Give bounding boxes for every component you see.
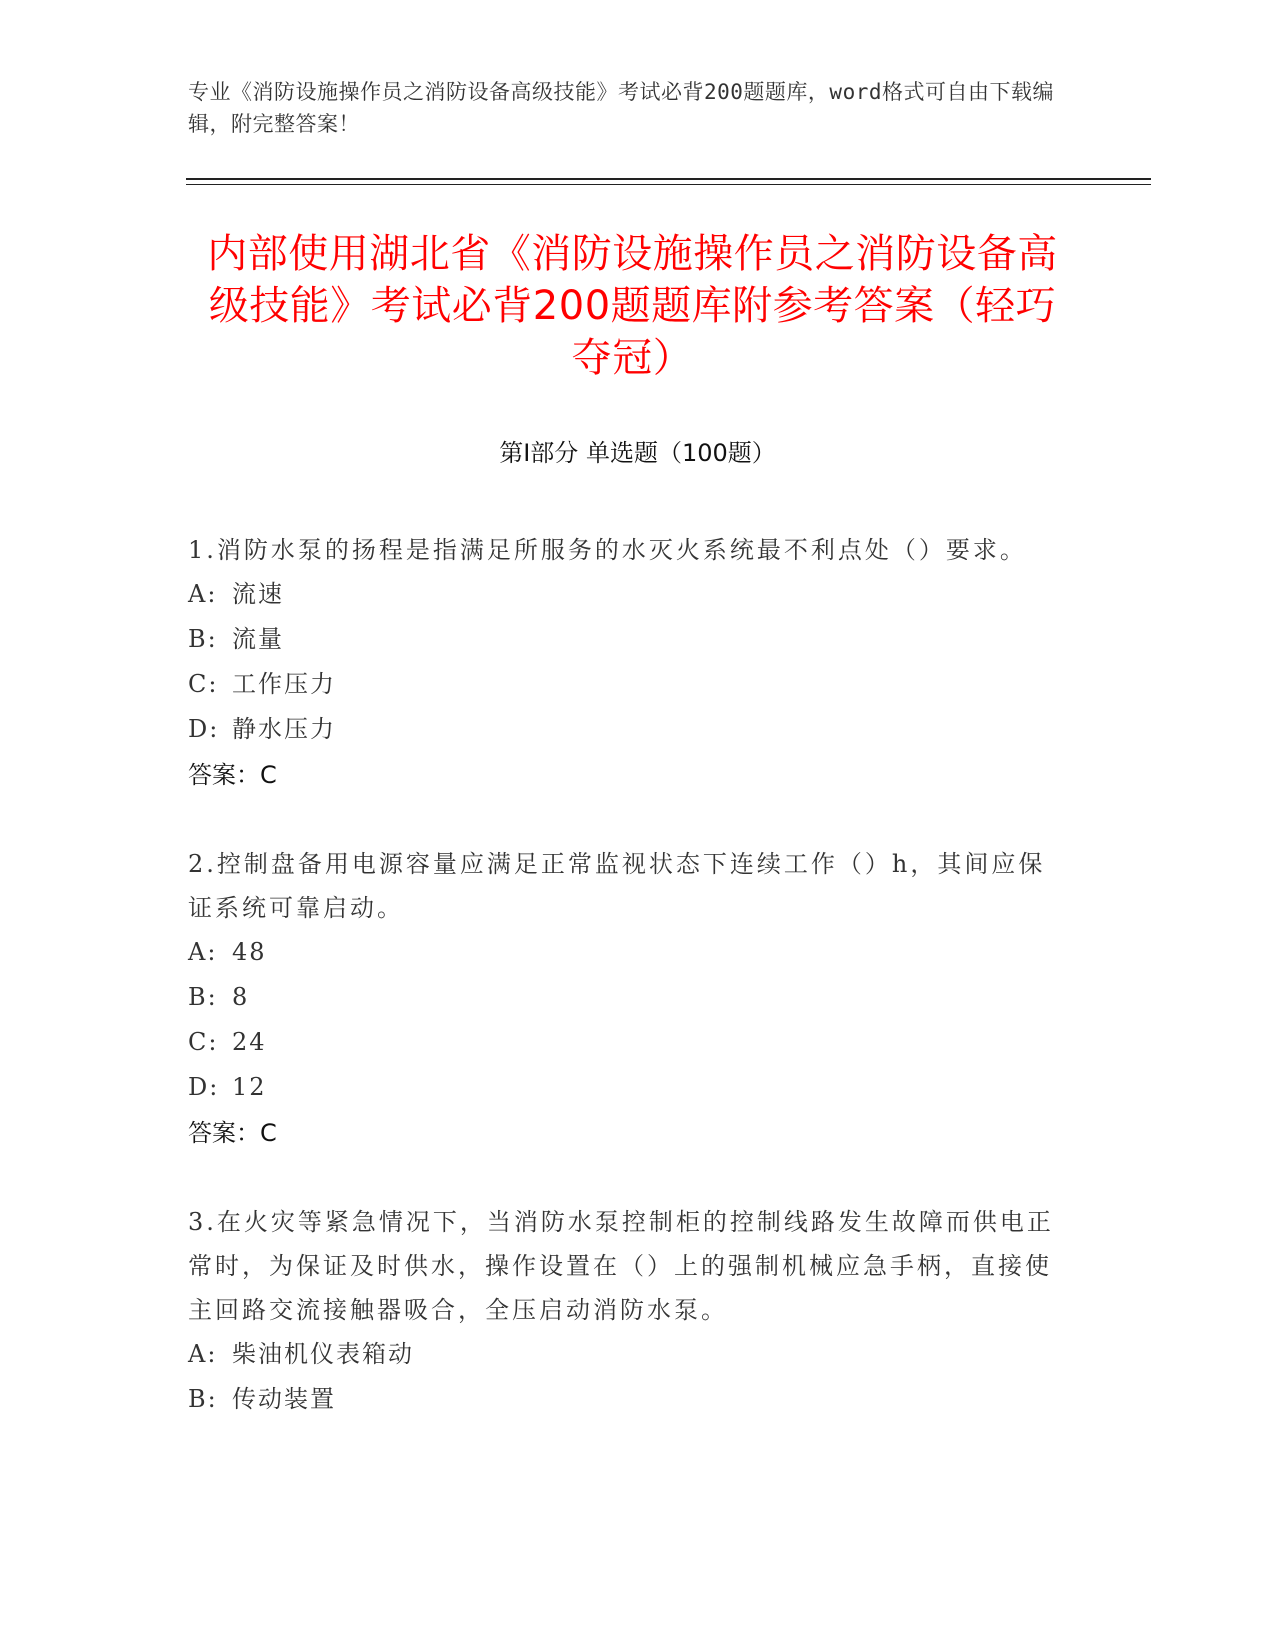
question-1 — [188, 528, 1068, 798]
option-text: 12 — [232, 1073, 267, 1101]
answer-value: C — [260, 1119, 277, 1147]
header-divider-thick — [186, 178, 1151, 180]
option-key: C: — [188, 1028, 219, 1056]
option-key: B: — [188, 983, 218, 1011]
option-text: 静水压力 — [232, 715, 336, 743]
option-key: A: — [188, 580, 218, 608]
question-stem: 2.控制盘备用电源容量应满足正常监视状态下连续工作（）h，其间应保证系统可靠启动。 — [188, 850, 1046, 922]
option-d — [188, 707, 1068, 752]
option-key: B: — [188, 1385, 218, 1413]
question-list — [188, 528, 1068, 1466]
option-text: 流速 — [232, 580, 284, 608]
answer-label: 答案： — [188, 1119, 260, 1147]
option-key: A: — [188, 938, 218, 966]
option-key: D: — [188, 715, 220, 743]
option-text: 流量 — [232, 625, 284, 653]
option-text: 柴油机仪表箱动 — [232, 1340, 414, 1368]
option-key: C: — [188, 670, 219, 698]
option-a — [188, 930, 1068, 975]
option-a — [188, 1332, 1068, 1377]
answer-value: C — [260, 761, 277, 789]
option-text: 传动装置 — [232, 1385, 336, 1413]
option-text: 24 — [232, 1028, 267, 1056]
question-3 — [188, 1200, 1068, 1422]
option-text: 8 — [232, 983, 250, 1011]
option-d — [188, 1065, 1068, 1110]
option-c — [188, 662, 1068, 707]
option-c — [188, 1020, 1068, 1065]
option-b — [188, 1377, 1068, 1422]
question-stem: 1.消防水泵的扬程是指满足所服务的水灭火系统最不利点处（）要求。 — [188, 536, 1027, 564]
header-note: 专业《消防设施操作员之消防设备高级技能》考试必背200题题库，word格式可自由下载编辑，附完整答案！ — [188, 80, 1054, 136]
document-title: 内部使用湖北省《消防设施操作员之消防设备高级技能》考试必背200题题库附参考答案（轻巧夺冠） — [207, 231, 1058, 381]
section-title: 第Ⅰ部分 单选题（100题） — [499, 439, 776, 467]
option-b — [188, 617, 1068, 662]
answer-line — [188, 1110, 1068, 1156]
answer-line — [188, 752, 1068, 798]
answer-label: 答案： — [188, 761, 260, 789]
option-a — [188, 572, 1068, 617]
option-key: A: — [188, 1340, 218, 1368]
option-b — [188, 975, 1068, 1020]
question-2 — [188, 842, 1068, 1156]
option-key: B: — [188, 625, 218, 653]
header-divider-thin — [186, 184, 1151, 185]
question-stem: 3.在火灾等紧急情况下，当消防水泵控制柜的控制线路发生故障而供电正常时，为保证及时供水，操作设置在（）上的强制机械应急手柄，直接使主回路交流接触器吸合，全压启动消防水泵。 — [188, 1208, 1054, 1324]
option-key: D: — [188, 1073, 220, 1101]
option-text: 48 — [232, 938, 267, 966]
option-text: 工作压力 — [232, 670, 336, 698]
